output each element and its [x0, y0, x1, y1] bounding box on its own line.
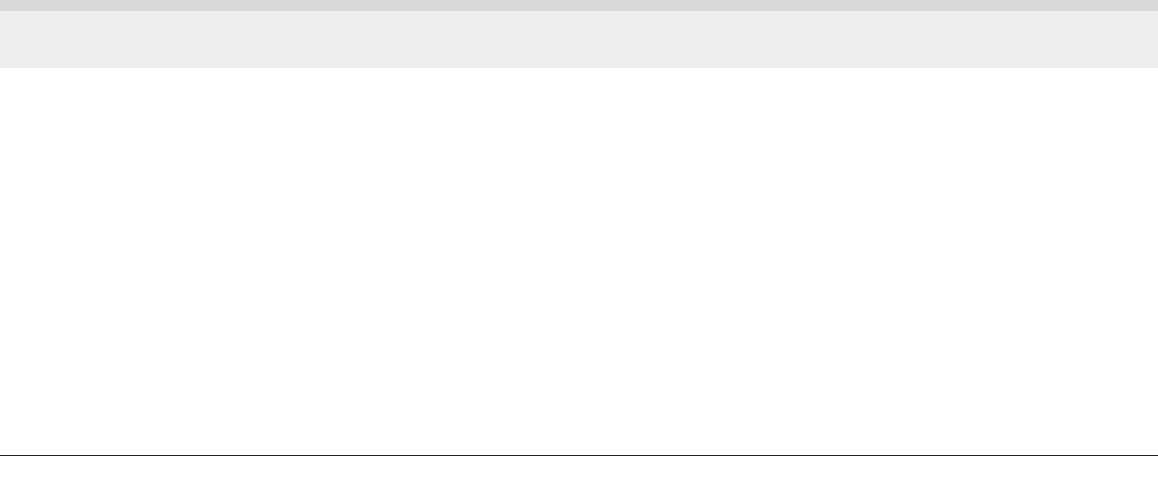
- table-row: [0, 47, 1158, 56]
- table-bottom-rule: [0, 455, 1158, 456]
- cell-reaction: [179, 20, 382, 29]
- header-adverse-reaction: [179, 0, 382, 11]
- cell-comments: [637, 11, 1158, 20]
- cell-drug: [0, 47, 179, 56]
- table-row: [0, 20, 1158, 29]
- cell-reaction: [179, 38, 382, 47]
- cell-comments: [637, 47, 1158, 56]
- table-body: [0, 11, 1158, 68]
- cell-monitoring: [382, 38, 637, 47]
- cell-reaction: [179, 29, 382, 38]
- cell-reaction: [179, 11, 382, 20]
- cell-drug: [0, 20, 179, 29]
- drug-monitoring-table: [0, 0, 1158, 68]
- cell-comments: [637, 29, 1158, 38]
- cell-drug: [0, 38, 179, 47]
- cell-drug: [0, 56, 179, 68]
- cell-monitoring: [382, 29, 637, 38]
- cell-monitoring: [382, 11, 637, 20]
- cell-reaction: [179, 56, 382, 68]
- cell-comments: [637, 20, 1158, 29]
- cell-monitoring: [382, 20, 637, 29]
- header-comments: [637, 0, 1158, 11]
- table-row: [0, 29, 1158, 38]
- cell-comments: [637, 56, 1158, 68]
- table-row: [0, 11, 1158, 20]
- header-drug: [0, 0, 179, 11]
- cell-drug: [0, 29, 179, 38]
- cell-monitoring: [382, 47, 637, 56]
- table-row: [0, 38, 1158, 47]
- table-row: [0, 56, 1158, 68]
- cell-comments: [637, 38, 1158, 47]
- cell-drug: [0, 11, 179, 20]
- header-row: [0, 0, 1158, 11]
- table-header: [0, 0, 1158, 11]
- cell-monitoring: [382, 56, 637, 68]
- cell-reaction: [179, 47, 382, 56]
- header-monitoring-parameters: [382, 0, 637, 11]
